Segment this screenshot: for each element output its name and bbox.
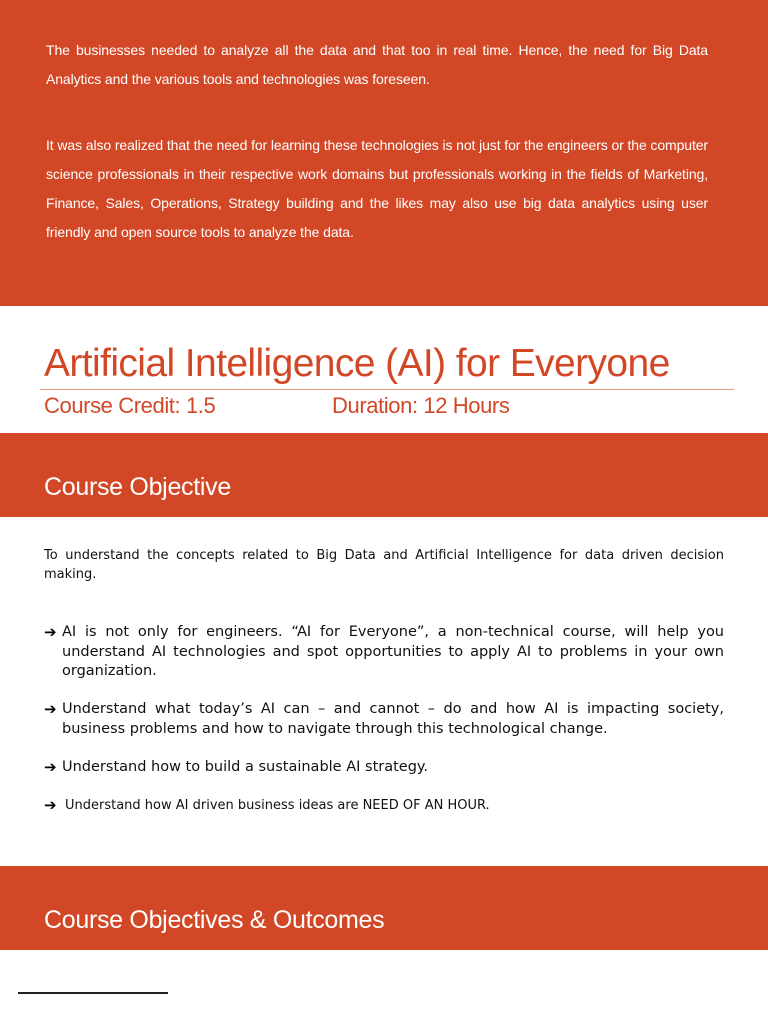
course-objective-heading: Course Objective — [44, 473, 231, 501]
arrow-right-icon: ➔ — [44, 796, 57, 814]
course-duration: Duration: 12 Hours — [332, 393, 510, 418]
footnote-divider — [18, 992, 168, 994]
objective-intro: To understand the concepts related to Big Data and Artificial Intelligence for data driven decision making. — [44, 548, 724, 582]
intro-paragraph-1: The businesses needed to analyze all the data and that too in real time. Hence, the need for Big Data Analytics and the various tools and technologies was foreseen. — [46, 42, 708, 87]
arrow-right-icon: ➔ — [44, 700, 57, 718]
course-objective-band — [0, 433, 768, 517]
course-outcomes-heading: Course Objectives & Outcomes — [44, 906, 385, 934]
course-title: Artificial Intelligence (AI) for Everyone — [44, 342, 670, 385]
objective-bullet — [44, 700, 724, 739]
objective-bullet — [44, 623, 724, 682]
objective-bullet — [44, 796, 724, 816]
intro-band — [0, 0, 768, 306]
objective-bullet — [44, 758, 724, 778]
intro-paragraph-2: It was also realized that the need for learning these technologies is not just for the engineers or the computer science professionals in their respective work domains but professionals working in the fields of Marketing, Finance, Sales, Operations, Strategy building and the likes may also use big data analytics using user friendly and open source tools to analyze the data. — [46, 137, 708, 240]
course-credit: Course Credit: 1.5 — [44, 393, 216, 418]
objective-bullet-text: Understand what today’s AI can – and cannot – do and how AI is impacting society, business problems and how to navigate through this technological change. — [62, 701, 724, 737]
course-outcomes-band — [0, 866, 768, 950]
arrow-right-icon: ➔ — [44, 623, 57, 641]
objective-bullet-text: Understand how to build a sustainable AI strategy. — [62, 759, 429, 775]
objective-bullet-text: AI is not only for engineers. “AI for Everyone”, a non-technical course, will help you understand AI technologies and spot opportunities to apply AI to problems in your own organization. — [62, 624, 724, 679]
objective-bullet-text: Understand how AI driven business ideas are NEED OF AN HOUR. — [65, 798, 490, 813]
arrow-right-icon: ➔ — [44, 758, 57, 776]
